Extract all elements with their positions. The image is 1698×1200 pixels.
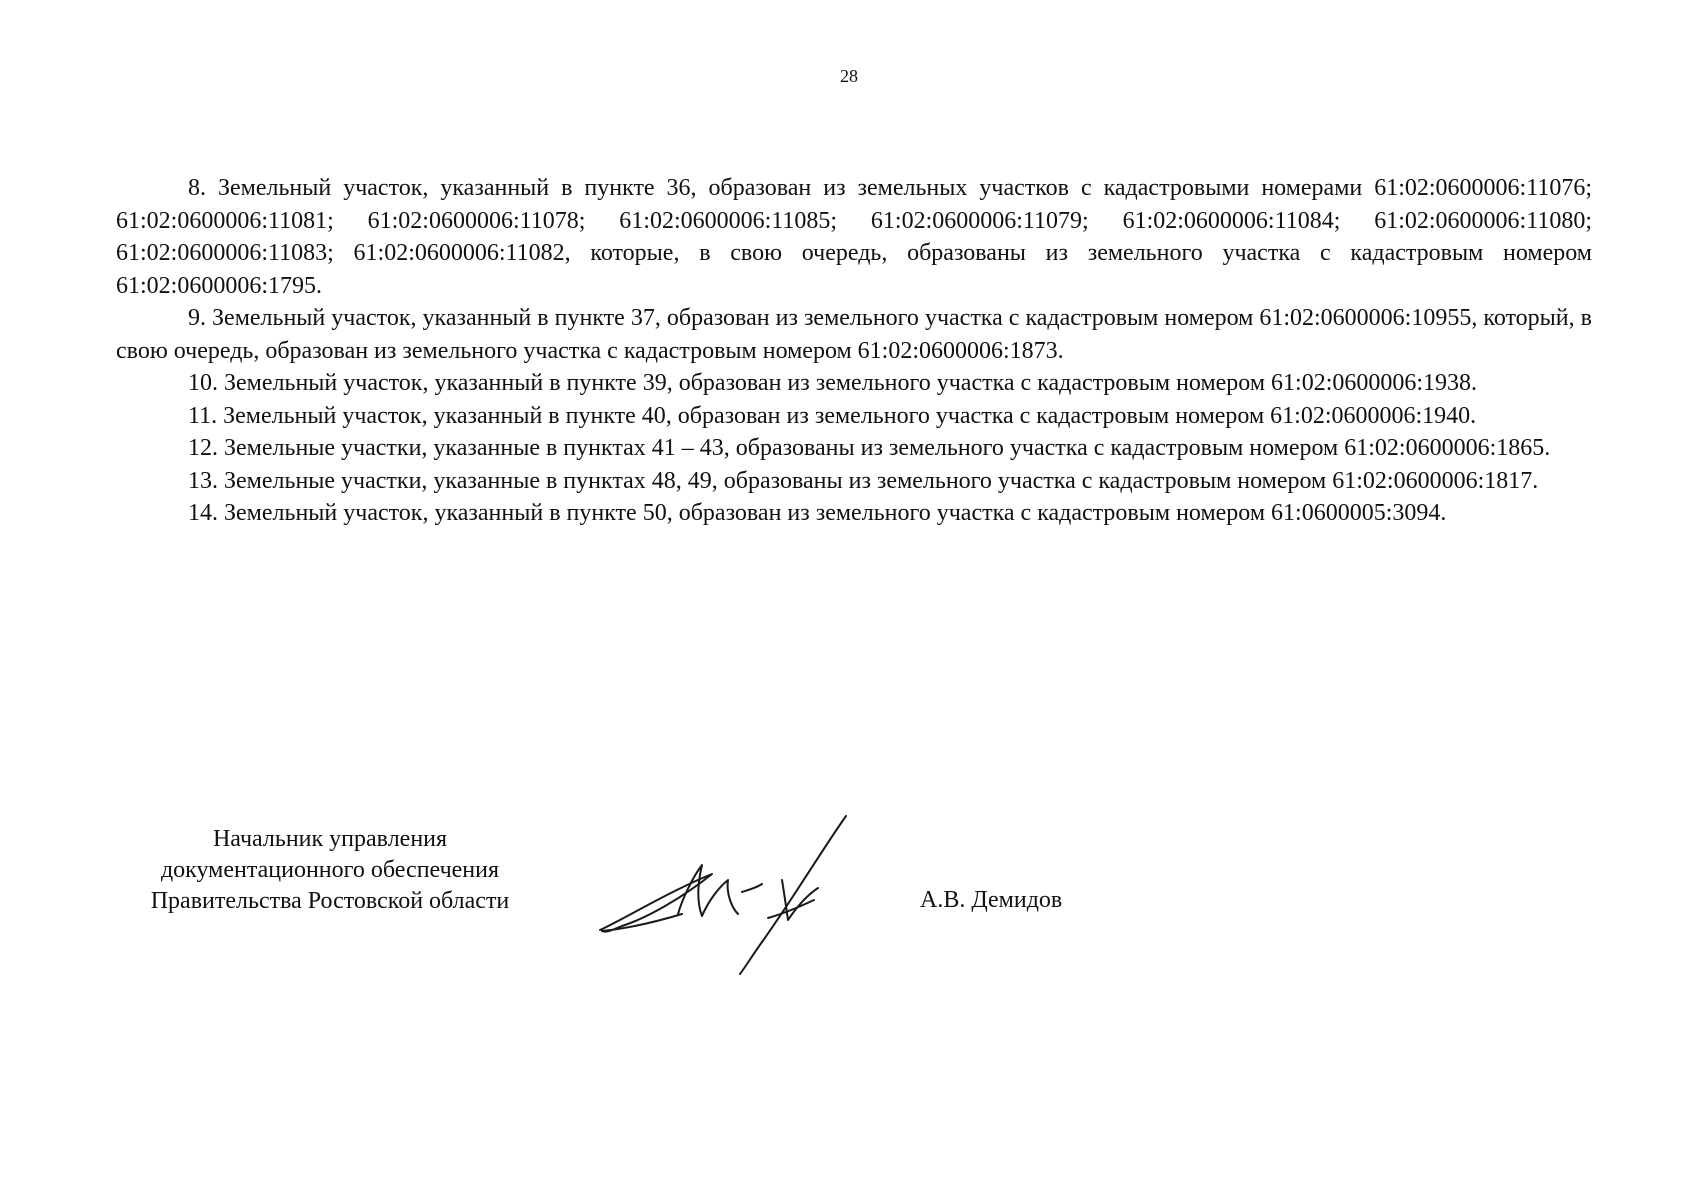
signature-stroke-tick: [742, 884, 762, 892]
paragraph-8: 8. Земельный участок, указанный в пункте 36, образован из земельных участков с кадастровыми номерами 61:02:0600006:11076; 61:02:0600006:11081; 61:02:0600006:11078; 61:02:0600006:11085; 61:02:0600006:11079; 61:02:0600006:11084; 61:02:0600006:11080; 61:02:0600006:11083; 61:02:0600006:11082, которые, в свою очередь, образованы из земельного участка с кадастровым номером 61:02:0600006:1795.: [116, 175, 1592, 299]
signatory-title-line-3: Правительства Ростовской области: [150, 888, 510, 914]
paragraph-13: 13. Земельные участки, указанные в пунктах 48, 49, образованы из земельного участка с кадастровым номером 61:02:0600006:1817.: [188, 467, 1539, 494]
paragraph-11: 11. Земельный участок, указанный в пункте 40, образован из земельного участка с кадастровым номером 61:02:0600006:1940.: [188, 402, 1477, 429]
paragraph-10: 10. Земельный участок, указанный в пункте 39, образован из земельного участка с кадастровым номером 61:02:0600006:1938.: [188, 370, 1478, 396]
signature-stroke-w: [678, 865, 738, 916]
signatory-title-line-1: Начальник управления: [212, 826, 448, 852]
handwritten-signature: [592, 810, 892, 976]
paragraph-14: 14. Земельный участок, указанный в пункте 50, образован из земельного участка с кадастровым номером 61:0600005:3094.: [188, 500, 1447, 526]
paragraph-9: 9. Земельный участок, указанный в пункте 37, образован из земельного участка с кадастровым номером 61:02:0600006:10955, который, в свою очередь, образован из земельного участка с кадастровым номером 61:02:0600006:1873.: [116, 305, 1592, 364]
signer-name: А.В. Демидов: [920, 887, 1063, 913]
document-body: [116, 172, 1592, 530]
page-number: 28: [840, 66, 858, 86]
paragraph-12: 12. Земельные участки, указанные в пунктах 41 – 43, образованы из земельного участка с кадастровым номером 61:02:0600006:1865.: [188, 435, 1551, 461]
signatory-title: [110, 824, 550, 917]
signature-stroke-slash-long: [740, 816, 846, 974]
signatory-title-line-2: документационного обеспечения: [160, 857, 500, 883]
signature-stroke-loop: [600, 874, 712, 932]
